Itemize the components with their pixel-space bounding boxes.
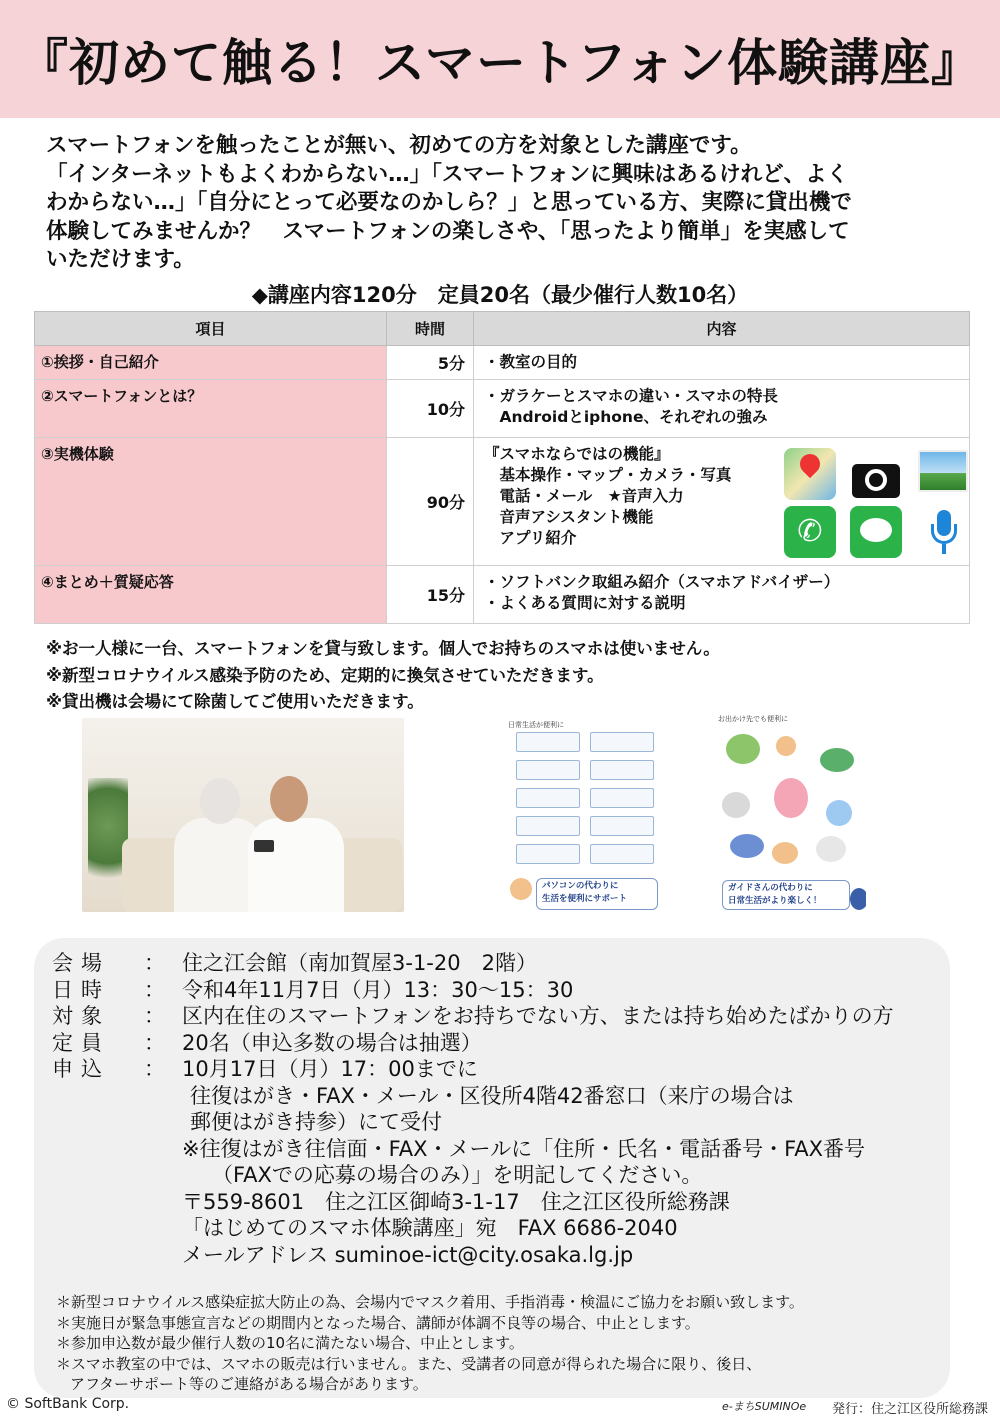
apply-note: （FAXでの応募の場合のみ）」を明記してください。	[212, 1163, 703, 1187]
illustration-caption: ガイドさんの代わりに	[728, 883, 813, 893]
event-info	[52, 950, 952, 1268]
man-figure	[248, 818, 344, 912]
copyright: © SoftBank Corp.	[6, 1396, 130, 1412]
content-line: 電話・メール ★音声入力	[484, 487, 684, 505]
content-line: ・ガラケーとスマホの違い・スマホの特長	[484, 387, 778, 405]
info-label: 日時	[52, 977, 110, 1002]
info-colon: ：	[144, 1030, 165, 1055]
table-row	[35, 438, 970, 566]
note-line: ※新型コロナウイルス感染予防のため、定期的に換気させていただきます。	[46, 665, 604, 685]
person-icon	[776, 736, 796, 756]
feature-card	[590, 844, 654, 864]
info-row-capacity	[52, 1030, 952, 1057]
row-time: 5分	[387, 346, 474, 380]
row-item: ③実機体験	[35, 438, 387, 566]
chat-icon	[850, 506, 902, 558]
intro-line: 体験してみませんか？ スマートフォンの楽しさや、「思ったより簡単」を実感して	[46, 218, 850, 244]
info-value: 令和4年11月7日（月）13：30～15：30	[182, 977, 574, 1002]
photo-icon	[918, 450, 968, 492]
intro-text	[46, 132, 946, 275]
feature-card	[516, 760, 580, 780]
content-line: Androidとiphone、それぞれの強み	[484, 408, 768, 426]
row-time: 90分	[387, 438, 474, 566]
intro-line: いただけます。	[46, 247, 195, 272]
illustration-caption-top: 日常生活が便利に	[508, 721, 564, 729]
feature-card	[590, 816, 654, 836]
header-content: 内容	[474, 312, 970, 346]
phone-icon: ✆	[784, 506, 836, 558]
page-title: 『初めて触る！スマートフォン体験講座』	[18, 34, 982, 92]
feature-card	[516, 788, 580, 808]
info-colon: ：	[144, 1057, 165, 1081]
apply-line: 往復はがき・FAX・メール・区役所4階42番窓口（来庁の場合は	[190, 1083, 794, 1108]
info-value: 10月17日（月）17：00までに	[182, 1057, 478, 1081]
apply-note: ※往復はがき往信面・FAX・メールに「住所・氏名・電話番号・FAX番号	[182, 1136, 865, 1161]
info-label: 定員	[52, 1030, 110, 1055]
store-icon	[722, 792, 750, 818]
info-colon: ：	[144, 1004, 165, 1028]
microphone-icon	[918, 506, 970, 558]
fine-line: ＊参加申込数が最少催行人数の10名に満たない場合、中止とします。	[56, 1334, 524, 1352]
header-item: 項目	[35, 312, 387, 346]
info-value: 住之江会館（南加賀屋3-1-20 2階）	[182, 951, 537, 975]
train-icon	[730, 834, 764, 858]
info-label: 申込	[52, 1057, 110, 1081]
row-time: 10分	[387, 380, 474, 438]
info-colon: ：	[144, 951, 165, 975]
fine-print	[56, 1292, 956, 1395]
content-line: ・ソフトバンク取組み紹介（スマホアドバイザー）	[484, 573, 840, 591]
woman-head	[200, 778, 240, 824]
feature-card	[590, 788, 654, 808]
smartphone-shape	[254, 840, 274, 852]
intro-line: 「インターネットもよくわからない…」「スマートフォンに興味はあるけれど、よく	[46, 161, 849, 187]
camera-icon	[850, 452, 902, 504]
email-line: メールアドレス suminoe-ict@city.osaka.lg.jp	[182, 1242, 634, 1267]
content-line: 『スマホならではの機能』	[484, 445, 670, 463]
address-line: 「はじめてのスマホ体験講座」宛 FAX 6686-2040	[182, 1216, 678, 1240]
address-line: 〒559-8601 住之江区御崎3-1-17 住之江区役所総務課	[182, 1189, 730, 1214]
notes	[46, 636, 966, 716]
info-row-apply	[52, 1056, 952, 1083]
fine-line: ＊実施日が緊急事態宣言などの期間内となった場合、講師が体調不良等の場合、中止とします。	[56, 1313, 700, 1332]
note-line: ※貸出機は会場にて除菌してご使用いただきます。	[46, 692, 424, 711]
row-content	[474, 380, 970, 438]
row-content	[474, 566, 970, 624]
content-line: 基本操作・マップ・カメラ・写真	[484, 466, 732, 484]
illustration-caption: パソコンの代わりに	[542, 881, 619, 891]
schedule-table	[34, 311, 970, 624]
daily-life-illustration	[506, 718, 662, 914]
fine-line: ＊新型コロナウイルス感染症拡大防止の為、会場内でマスク着用、手指消毒・検温にご協力をお願い致します。	[56, 1293, 804, 1311]
illustration-caption: 日常生活がより楽しく！	[728, 896, 822, 906]
table-row	[35, 346, 970, 380]
info-row-venue	[52, 950, 952, 977]
title-band	[0, 0, 1000, 118]
info-value: 20名（申込多数の場合は抽選）	[182, 1030, 482, 1055]
suminoe-logo: e-まちSUMINOe	[722, 1400, 807, 1413]
publisher: 発行：住之江区役所総務課	[832, 1402, 989, 1417]
row-item: ②スマートフォンとは？	[35, 380, 387, 438]
content-line: ・よくある質問に対する説明	[484, 594, 686, 612]
intro-line: わからない…」「自分にとって必要なのかしら？」と思っている方、実際に貸出機で	[46, 190, 852, 215]
man-head	[270, 776, 308, 822]
map-icon	[784, 448, 836, 500]
feature-card	[590, 760, 654, 780]
outing-illustration	[716, 712, 866, 914]
content-line: 音声アシスタント機能	[484, 508, 654, 526]
info-colon: ：	[144, 977, 165, 1002]
travel-icon	[826, 800, 852, 826]
header-time: 時間	[387, 312, 474, 346]
feature-card	[516, 732, 580, 752]
fine-line: ＊スマホ教室の中では、スマホの販売は行いません。また、受講者の同意が得られた場合に限り、後日、	[56, 1354, 762, 1373]
content-line: アプリ紹介	[484, 529, 577, 547]
info-row-target	[52, 1003, 952, 1030]
feature-card	[516, 816, 580, 836]
content-wrap	[484, 444, 959, 549]
family-icon	[772, 842, 798, 864]
guide-icon	[850, 888, 866, 910]
table-row	[35, 380, 970, 438]
row-content	[474, 438, 970, 566]
person-icon	[510, 878, 532, 900]
row-item: ①挨拶・自己紹介	[35, 346, 387, 380]
note-line: ※お一人様に一台、スマートフォンを貸与致します。個人でお持ちのスマホは使いません。	[46, 639, 720, 658]
illustration-caption-top: お出かけ先でも便利に	[718, 715, 788, 723]
feature-card	[516, 844, 580, 864]
cafe-icon	[820, 748, 854, 772]
info-value: 区内在住のスマートフォンをお持ちでない方、または持ち始めたばかりの方	[182, 1004, 894, 1028]
shopping-icon	[816, 836, 846, 862]
illustration-caption: 生活を便利にサポート	[542, 894, 628, 904]
table-row	[35, 566, 970, 624]
table-header-row	[35, 312, 970, 346]
building-icon	[726, 734, 760, 764]
apply-line: 郵便はがき持参）にて受付	[190, 1110, 442, 1134]
row-item: ④まとめ＋質疑応答	[35, 566, 387, 624]
feature-card	[590, 732, 654, 752]
info-label: 対象	[52, 1004, 110, 1028]
fine-line: アフターサポート等のご連絡がある場合があります。	[70, 1375, 428, 1393]
info-label: 会場	[52, 951, 110, 975]
info-row-datetime	[52, 977, 952, 1004]
seniors-photo	[82, 718, 404, 912]
feature-icons	[784, 448, 974, 558]
row-time: 15分	[387, 566, 474, 624]
intro-line: スマートフォンを触ったことが無い、初めての方を対象とした講座です。	[46, 133, 752, 158]
guide-figure	[774, 778, 808, 818]
course-summary: ◆講座内容120分 定員20名（最少催行人数10名）	[251, 283, 749, 307]
content-line: ・教室の目的	[484, 353, 578, 371]
row-content	[474, 346, 970, 380]
